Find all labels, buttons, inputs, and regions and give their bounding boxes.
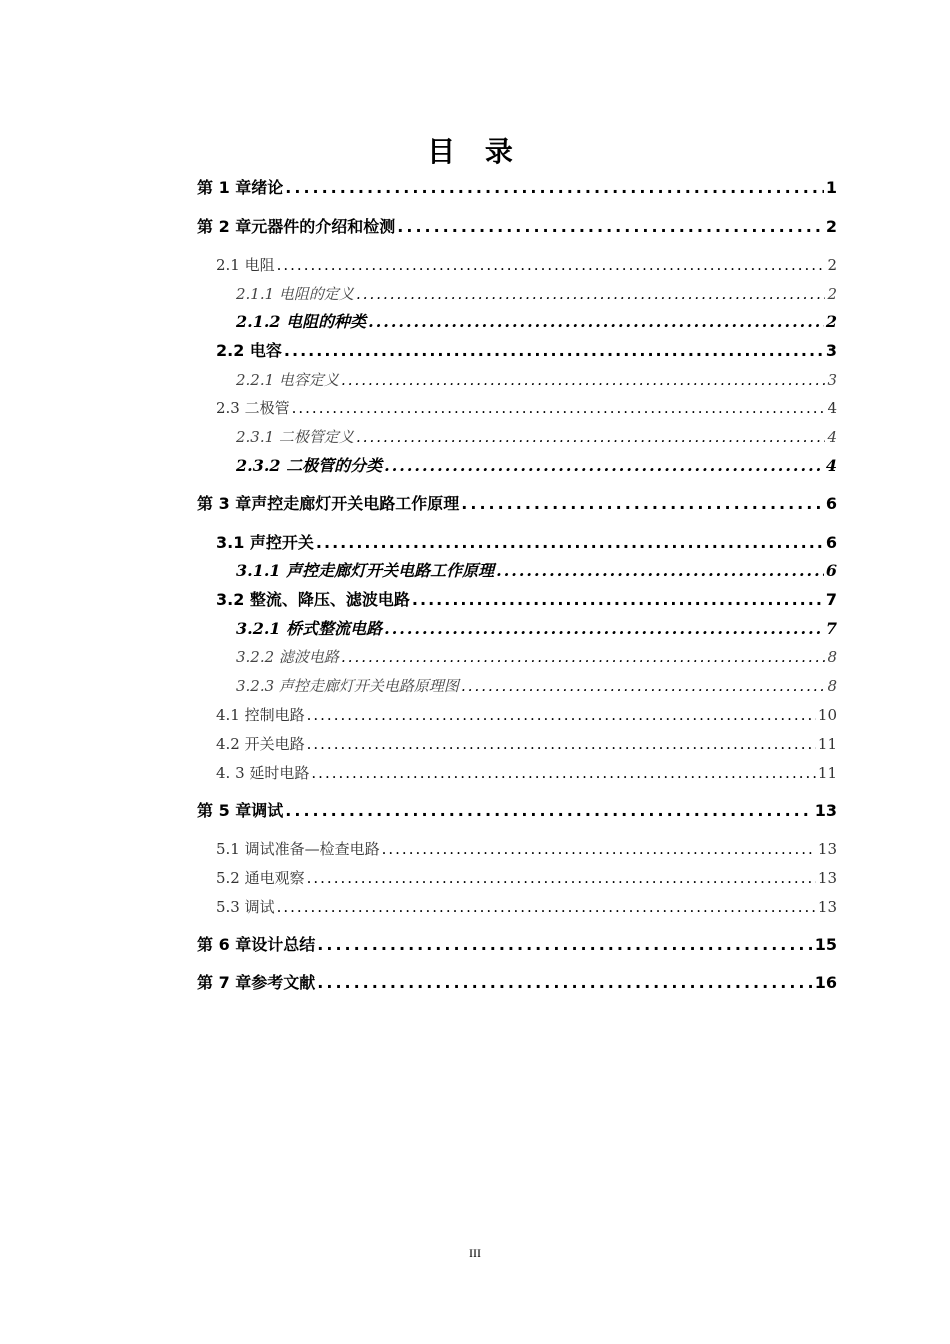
dot-leader xyxy=(461,491,824,517)
toc-label: 2.2 电容 xyxy=(216,341,282,360)
toc-entry-4-1[interactable] xyxy=(216,702,837,728)
dot-leader xyxy=(284,338,824,364)
dot-leader xyxy=(368,309,824,335)
toc-entry-2-1-1[interactable] xyxy=(236,281,837,307)
toc-page-number: 8 xyxy=(827,648,837,666)
toc-entry-2-3[interactable] xyxy=(216,395,837,421)
toc-entry-3-2-2[interactable] xyxy=(236,644,837,670)
toc-page-number: 6 xyxy=(825,533,837,552)
dot-leader xyxy=(356,281,826,307)
toc-label: 3.2.2 滤波电路 xyxy=(236,648,339,666)
toc-label: 4.2 开关电路 xyxy=(216,735,305,753)
toc-label: 第 3 章声控走廊灯开关电路工作原理 xyxy=(197,494,460,513)
toc-page-number: 10 xyxy=(817,706,837,724)
toc-label: 2.1.1 电阻的定义 xyxy=(236,285,354,303)
dot-leader xyxy=(384,453,824,479)
toc-label: 4. 3 延时电路 xyxy=(216,764,310,782)
toc-page-number: 6 xyxy=(825,561,837,580)
toc-entry-2-2[interactable] xyxy=(216,338,837,364)
dot-leader xyxy=(285,175,824,201)
toc-entry-4-3[interactable] xyxy=(216,760,837,786)
toc-label: 3.2 整流、降压、滤波电路 xyxy=(216,590,410,609)
toc-label: 3.2.1 桥式整流电路 xyxy=(236,619,383,638)
toc-label: 2.3.1 二极管定义 xyxy=(236,428,354,446)
toc-label: 5.2 通电观察 xyxy=(216,869,305,887)
toc-entry-2-1-2[interactable] xyxy=(236,309,837,335)
toc-entry-chapter-7[interactable] xyxy=(197,970,837,996)
toc-label: 2.3.2 二极管的分类 xyxy=(236,456,383,475)
dot-leader xyxy=(307,865,816,891)
toc-entry-3-1-1[interactable] xyxy=(236,558,837,584)
toc-entry-chapter-1[interactable] xyxy=(197,175,837,201)
toc-page-number: 4 xyxy=(827,428,837,446)
toc-entry-5-3[interactable] xyxy=(216,894,837,920)
toc-page-number: 8 xyxy=(827,677,837,695)
toc-page-number: 11 xyxy=(817,735,837,753)
toc-label: 5.1 调试准备—检查电路 xyxy=(216,840,380,858)
toc-label: 2.1 电阻 xyxy=(216,256,275,274)
toc-page-number: 7 xyxy=(825,619,837,638)
dot-leader xyxy=(397,214,824,240)
toc-page-number: 13 xyxy=(817,869,837,887)
toc-label: 4.1 控制电路 xyxy=(216,706,305,724)
dot-leader xyxy=(285,798,812,824)
toc-page-number: 1 xyxy=(825,178,837,197)
toc-entry-4-2[interactable] xyxy=(216,731,837,757)
toc-page-number: 2 xyxy=(827,256,837,274)
toc-page-number: 13 xyxy=(814,801,837,820)
dot-leader xyxy=(412,587,824,613)
toc-page-number: 6 xyxy=(825,494,837,513)
toc-label: 3.1.1 声控走廊灯开关电路工作原理 xyxy=(236,561,495,580)
toc-page-number: 2 xyxy=(827,285,837,303)
toc-page-number: 13 xyxy=(817,898,837,916)
dot-leader xyxy=(307,702,816,728)
toc-page-number: 16 xyxy=(814,973,837,992)
dot-leader xyxy=(341,644,826,670)
toc-entry-chapter-5[interactable] xyxy=(197,798,837,824)
toc-entry-chapter-2[interactable] xyxy=(197,214,837,240)
dot-leader xyxy=(384,616,824,642)
toc-page-number: 2 xyxy=(825,217,837,236)
toc-label: 5.3 调试 xyxy=(216,898,275,916)
toc-entry-chapter-3[interactable] xyxy=(197,491,837,517)
toc-page-number: 2 xyxy=(825,312,837,331)
dot-leader xyxy=(382,836,816,862)
dot-leader xyxy=(307,731,816,757)
dot-leader xyxy=(316,530,824,556)
toc-label: 3.1 声控开关 xyxy=(216,533,314,552)
toc-page-number: 4 xyxy=(827,399,837,417)
footer-page-number: III xyxy=(469,1246,481,1260)
dot-leader xyxy=(341,367,826,393)
dot-leader xyxy=(317,932,812,958)
toc-label: 2.1.2 电阻的种类 xyxy=(236,312,367,331)
toc-entry-2-1[interactable] xyxy=(216,252,837,278)
dot-leader xyxy=(292,395,826,421)
toc-entry-chapter-6[interactable] xyxy=(197,932,837,958)
toc-label: 2.2.1 电容定义 xyxy=(236,371,339,389)
dot-leader xyxy=(277,252,826,278)
toc-page-number: 13 xyxy=(817,840,837,858)
toc-label: 2.3 二极管 xyxy=(216,399,290,417)
toc-label: 第 5 章调试 xyxy=(197,801,284,820)
toc-page-number: 3 xyxy=(827,371,837,389)
dot-leader xyxy=(356,424,826,450)
toc-page-number: 4 xyxy=(825,456,837,475)
toc-entry-3-2[interactable] xyxy=(216,587,837,613)
toc-label: 3.2.3 声控走廊灯开关电路原理图 xyxy=(236,677,459,695)
toc-label: 第 2 章元器件的介绍和检测 xyxy=(197,217,396,236)
toc-entry-3-1[interactable] xyxy=(216,530,837,556)
dot-leader xyxy=(277,894,816,920)
toc-entry-2-3-1[interactable] xyxy=(236,424,837,450)
toc-page-number: 3 xyxy=(825,341,837,360)
toc-label: 第 1 章绪论 xyxy=(197,178,284,197)
toc-entry-2-3-2[interactable] xyxy=(236,453,837,479)
toc-entry-2-2-1[interactable] xyxy=(236,367,837,393)
dot-leader xyxy=(496,558,824,584)
toc-page-number: 11 xyxy=(817,764,837,782)
toc-page-number: 7 xyxy=(825,590,837,609)
page-title: 目 录 xyxy=(427,135,523,168)
toc-label: 第 6 章设计总结 xyxy=(197,935,316,954)
toc-entry-5-1[interactable] xyxy=(216,836,837,862)
toc-page-number: 15 xyxy=(814,935,837,954)
toc-entry-3-2-3[interactable] xyxy=(236,673,837,699)
toc-entry-5-2[interactable] xyxy=(216,865,837,891)
dot-leader xyxy=(317,970,812,996)
toc-label: 第 7 章参考文献 xyxy=(197,973,316,992)
dot-leader xyxy=(461,673,826,699)
dot-leader xyxy=(311,760,816,786)
toc-entry-3-2-1[interactable] xyxy=(236,616,837,642)
